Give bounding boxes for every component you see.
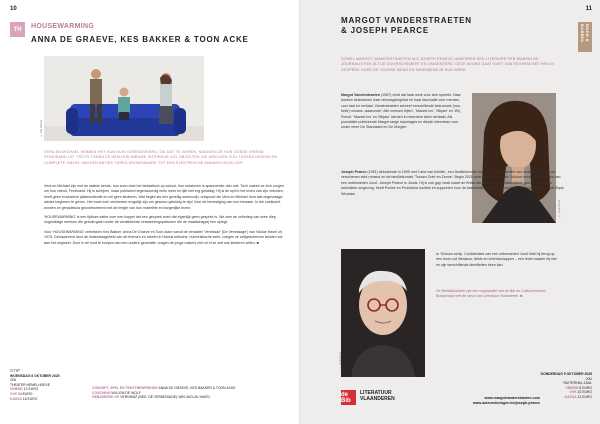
lead-paragraph: VERA EN MICHAEL HEBBEN HET HUN HUIS GERENOVEERD. OM DAT TE VIEREN, NODIGEN ZE HUN GOEDE VRIEND FERDINAND UIT. TROTS TONEN ZE HEM HUN NIEUWE INTERIEUR VOL OBJECTEN DIE GEKOZEN ZIJN TUSSEN DESIGN EN COMPLETE ONZIN: VAN EEN ANTIEK TURKS KROMZWAARD TOT EEN ELEKTRISCHE AMANDELSCHILLER.: [44, 150, 277, 165]
quote-text: In 'Schoon schip. Confidenties van een onbesneden Jood' blikt hij terug op een leven vol literatuur, liefde en vriendschappen – een leven waarin hij met en zijn verschillende identiteiten heen kan.: [436, 252, 557, 267]
credit-line: COACHING WILLEM DE WOLF: [92, 390, 141, 395]
literatuur-vlaanderen-logo: LITERATUUR VLAANDEREN: [360, 390, 395, 402]
body-paragraph: Voor 'HOUSEWARMING' vertrekken Kes Bakker, Anna De Graeve en Toon Acke vanuit de eenakter 'Vernissáž' (De Vernissage') van Václav Havel uit 1975. Geïnspireerd door de hedendaagsheid van de thema's en ideeën in Havels kritische, humoristische werk, voegen ze zelfgeschreven teksten toe aan het origineel. Door in de huid te kruipen van een oudere generatie, vragen de jonge makers zich af of ze zelf ook kinderen willen. ■: [44, 229, 283, 245]
margot-portrait: [472, 93, 556, 223]
event-time: 20U: [10, 378, 17, 383]
page-number-left: 10: [10, 6, 17, 12]
event-info-left: [10, 369, 90, 401]
price-line: VVK 10 EURO: [569, 390, 592, 395]
event-info-right: [536, 372, 592, 400]
price-line: VRIEND 8 EURO: [565, 385, 592, 390]
event-date: WOENSDAG 8 OKTOBER 2025: [10, 373, 60, 378]
event-credits: [92, 386, 297, 400]
event-venue: RUITERHAL ZAAL: [563, 381, 592, 386]
photo-credit-left: © Bas Stokvis: [40, 120, 43, 137]
joseph-name: Joseph Pearce: [341, 170, 367, 174]
body-paragraph: 'HOUSEWARMING' is een tijdloze satire over een koppel dat een gesprek voert dat eigenlijk geen gesprek is. We zien de ontleding van twee diep ongelukkige mensen die gebukt gaan onder de verstikkende verwachtingspatronen die de maatschappij hen oplegt.: [44, 215, 276, 225]
author-urls: [440, 396, 540, 406]
footer-brand: STIP: [10, 368, 21, 373]
section-label: HOUSEWARMING: [31, 23, 95, 30]
article-title: ANNA DE GRAEVE, KES BAKKER & TOON ACKE: [31, 35, 249, 44]
margot-name: Margot Vanderstraeten: [341, 93, 380, 97]
joseph-portrait: [341, 249, 425, 377]
price-line: KASSA 12 EURO: [564, 394, 592, 399]
de-bib-logo: de Bib: [341, 390, 356, 405]
margot-bio: Margot Vanderstraeten (1967) vindt dat haar werk voor zich spreekt. Haar boeken belichamen haar nieuwsgierigheid en haar fascinatie voor mensen, voor taal en verhaal. Vanderstraeten schreef verschillende bekroonde (non-fictie) romans, waaronder 'Alle mensen bijten', 'Mazzel tov', 'Mirjam' en 'Wij, Roma'. 'Mazzel tov' en 'Mirjam' werden in meerdere talen vertaald. Als journaliste publiceerde Margot lange reportages en diepte-interviews voor onder meer De Standaard en De Morgen.: [341, 93, 461, 130]
article-title-line2: & JOSEPH PEARCE: [341, 26, 430, 35]
body-paragraph: Vera en Michael zijn met de laatste trends, hun zoon doet het fantastisch op school, hun seksleven is spannender dan ooit. Toch maken ze zich zorgen om hun vriend, Ferdinand. Hij is schrijver, maar publiceert tegenwoordig niets meer en lijkt niet erg gelukkig. Hij is de spil in het leven van zijn vrienden, heeft geen exclusieve platencollectie en wil geen kinderen. Wat begint als een gezellig samenzijn, ontspoort als Vera en Michael hem wat ongevraagd advies beginnen te geven. Het moet toch verdomme mogelijk zijn om gewoon gelukkig te zijn! Voor de bevestiging van hun bestaan. In die zoektocht worden ze genadeloos geconfronteerd met de leegte van hun materiële en burgerlijke leven.: [44, 184, 284, 210]
photo-credit-margot: © Koen Broos: [558, 200, 561, 217]
lead-paragraph-right: ZOWEL MARGOT VANDERSTRAETEN ALS JOSEPH PEARCE HANTEREN EEN LITERAIRE PEN WAARIN DE JOURNALISTIEK ALTIJD DOORSCHEMERT EN OMGEKEERD. DEZE AVOND GAAT KURT VAN EEGHEM MET HEN IN GESPREK OVER DE JOODSE MENS EN MEDEMENS IN HUN WERK.: [341, 57, 555, 72]
price-line: VRIEND 12 EURO: [10, 387, 39, 392]
event-venue: THEATER HEMELHOEVE: [10, 382, 51, 387]
url-link[interactable]: www.margotvanderstraeten.com: [484, 396, 540, 400]
event-time: 20U: [585, 376, 592, 381]
section-tag-badge: TH: [10, 22, 25, 37]
joseph-bio: Joseph Pearce (1951) debuteerde in 1999 met 'Land van belofte', een familiekroniek over zijn Joodse familie van vaderszijde. Daarna verschenen acht romans en de familiekroniek 'Tussen Oder en Zenne'. Begin 2025 verschenen de roman 'Schoon schip. Confidenties van een onbesneden Jood'. Joseph Pearce is Joods. Hij is ook gay, bezit zowel de Britse als de Belgische nationaliteit, groeide op in een katholieke omgeving, heeft Poolse en Pruisische wortels en supportert voor de basketbalclub Bavi Vilvoorde en de Poolse voetbalclub Śląsk Wrocław.: [341, 170, 564, 196]
credit-line: GEBASEERD OP VERNISÁŽ (NED. DE VERNISSAGE) VAN VACLAV HAVEL: [92, 395, 211, 400]
housewarming-photo: [44, 56, 204, 141]
price-line: VVK 14 EURO: [10, 391, 33, 396]
organisation-note: De Boek&Babbels zijn een organisatie van de Bib en Cultuurcentrum Brasschaat met de steun van Literatuur Vlaanderen. ■: [436, 289, 546, 299]
section-side-tab: BOEK & BABBEL: [578, 22, 592, 52]
price-line: KASSA 16 EURO: [10, 396, 38, 401]
right-page: [300, 0, 600, 424]
article-title-line1: MARGOT VANDERSTRAETEN: [341, 16, 472, 25]
page-number-right: 11: [585, 6, 592, 12]
event-date: DONDERDAG 9 OKTOBER 2025: [540, 372, 592, 376]
url-link[interactable]: www.auteurslezingen.be/joseph-pearce: [472, 401, 540, 405]
photo-credit-joseph: © Koen Broos: [339, 352, 342, 369]
body-text: [44, 184, 284, 250]
credit-line: CONCEPT, SPEL EN TEKSTBEWERKING ANNA DE GRAEVE, KES BAKKER & TOON ACKE: [92, 386, 236, 390]
